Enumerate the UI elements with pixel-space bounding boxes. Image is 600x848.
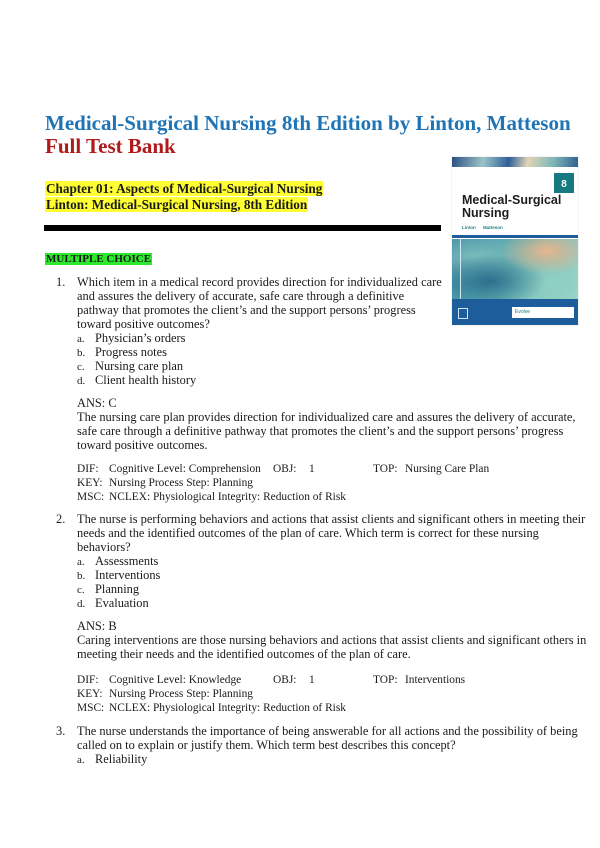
section-heading-text: MULTIPLE CHOICE bbox=[46, 253, 152, 265]
obj-value: 1 bbox=[309, 463, 315, 475]
cover-title bbox=[462, 194, 561, 220]
edition-label: EDITION bbox=[557, 169, 571, 173]
evolve-label: Evolve bbox=[512, 307, 574, 318]
question-number: 3. bbox=[56, 724, 66, 738]
rationale-line: Caring interventions are those nursing behaviors and actions that assist clients and significant others in bbox=[77, 632, 587, 647]
cover-title-line2: Nursing bbox=[462, 206, 510, 220]
question-number: 2. bbox=[56, 512, 66, 526]
option-d bbox=[77, 597, 149, 612]
option-text: Physician’s orders bbox=[95, 331, 186, 345]
dif-label: DIF: bbox=[77, 463, 99, 475]
option-text: Progress notes bbox=[95, 345, 167, 359]
document-subtitle: Full Test Bank bbox=[45, 134, 176, 158]
option-text: Nursing care plan bbox=[95, 359, 184, 373]
option-letter: a. bbox=[77, 333, 85, 345]
metadata-2 bbox=[77, 674, 517, 716]
option-text: Evaluation bbox=[95, 596, 149, 610]
option-text: Assessments bbox=[95, 554, 159, 568]
question-1 bbox=[56, 276, 446, 396]
msc-value: NCLEX: Physiological Integrity: Reduction of Risk bbox=[109, 702, 346, 714]
option-a bbox=[77, 753, 147, 768]
top-value: Interventions bbox=[405, 674, 466, 686]
key-label: KEY: bbox=[77, 688, 103, 700]
chapter-title-text: Chapter 01: Aspects of Medical-Surgical Nursing bbox=[46, 181, 323, 196]
key-label: KEY: bbox=[77, 477, 103, 489]
book-reference bbox=[45, 197, 308, 213]
question-text-line: pathway that promotes the client’s and the support persons’ progress bbox=[77, 302, 416, 317]
answer-key: ANS: C bbox=[77, 396, 117, 410]
dif-label: DIF: bbox=[77, 674, 99, 686]
option-text: Interventions bbox=[95, 568, 161, 582]
option-text: Planning bbox=[95, 582, 140, 596]
option-letter: b. bbox=[77, 570, 86, 582]
question-text-line: needs and the identified outcomes of the plan of care. Which term is correct for these nursing bbox=[77, 525, 539, 540]
cover-authors: Linton Matteson bbox=[462, 225, 503, 230]
answer-2 bbox=[77, 620, 586, 662]
top-value: Nursing Care Plan bbox=[405, 463, 490, 475]
rationale-line: meeting their needs and the identified outcomes of the plan of care. bbox=[77, 646, 411, 661]
option-text: Client health history bbox=[95, 373, 197, 387]
rationale-line: The nursing care plan provides direction for individualized care and assures the delivery of accurate, bbox=[77, 409, 576, 424]
question-text-line: behaviors? bbox=[77, 539, 131, 554]
cover-artwork bbox=[452, 239, 578, 299]
question-number: 1. bbox=[56, 275, 66, 289]
dif-value: Cognitive Level: Comprehension bbox=[109, 463, 261, 475]
top-label: TOP: bbox=[373, 463, 398, 475]
metadata-1 bbox=[77, 463, 517, 505]
question-text-line: and assures the delivery of accurate, safe care through a definitive bbox=[77, 288, 405, 303]
option-letter: d. bbox=[77, 598, 86, 610]
key-value: Nursing Process Step: Planning bbox=[109, 688, 253, 700]
option-letter: c. bbox=[77, 584, 85, 596]
question-text bbox=[77, 725, 578, 753]
question-text-line: called on to explain or justify them. Which term best describes this concept? bbox=[77, 737, 456, 752]
obj-label: OBJ: bbox=[273, 463, 297, 475]
question-text-line: toward positive outcomes? bbox=[77, 316, 210, 331]
key-value: Nursing Process Step: Planning bbox=[109, 477, 253, 489]
obj-value: 1 bbox=[309, 674, 315, 686]
msc-label: MSC: bbox=[77, 491, 105, 503]
answer-key: ANS: B bbox=[77, 619, 117, 633]
option-text: Reliability bbox=[95, 752, 148, 766]
book-reference-text: Linton: Medical-Surgical Nursing, 8th Edition bbox=[46, 197, 308, 212]
cover-title-line1: Medical-Surgical bbox=[462, 193, 562, 207]
option-letter: d. bbox=[77, 375, 86, 387]
question-text bbox=[77, 513, 585, 555]
rationale-line: toward positive outcomes. bbox=[77, 437, 208, 452]
question-text-line: The nurse understands the importance of being answerable for all actions and the possibility of being bbox=[77, 724, 578, 738]
option-letter: a. bbox=[77, 556, 85, 568]
question-2 bbox=[56, 513, 586, 613]
edition-number: 8 bbox=[561, 179, 567, 190]
question-3 bbox=[56, 725, 586, 770]
option-letter: a. bbox=[77, 754, 85, 766]
edition-badge bbox=[554, 169, 574, 193]
msc-label: MSC: bbox=[77, 702, 105, 714]
option-d bbox=[77, 374, 196, 389]
book-cover-image bbox=[452, 157, 578, 325]
question-text-line: Which item in a medical record provides direction for individualized care bbox=[77, 275, 442, 289]
section-heading bbox=[45, 252, 152, 266]
section-divider bbox=[44, 225, 441, 231]
cover-art-line bbox=[460, 239, 461, 299]
document-title: Medical-Surgical Nursing 8th Edition by Linton, Matteson bbox=[45, 111, 571, 135]
rationale-line: safe care through a definitive pathway that promotes the client’s and the support persons’ progress bbox=[77, 423, 564, 438]
publisher-logo-icon bbox=[458, 308, 468, 319]
msc-value: NCLEX: Physiological Integrity: Reduction of Risk bbox=[109, 491, 346, 503]
question-text bbox=[77, 276, 442, 332]
option-letter: b. bbox=[77, 347, 86, 359]
cover-stripe bbox=[452, 235, 578, 238]
option-letter: c. bbox=[77, 361, 85, 373]
question-text-line: The nurse is performing behaviors and actions that assist clients and significant others in meeting their bbox=[77, 512, 586, 526]
chapter-title bbox=[45, 181, 323, 197]
dif-value: Cognitive Level: Knowledge bbox=[109, 674, 242, 686]
obj-label: OBJ: bbox=[273, 674, 297, 686]
top-label: TOP: bbox=[373, 674, 398, 686]
answer-1 bbox=[77, 397, 576, 453]
